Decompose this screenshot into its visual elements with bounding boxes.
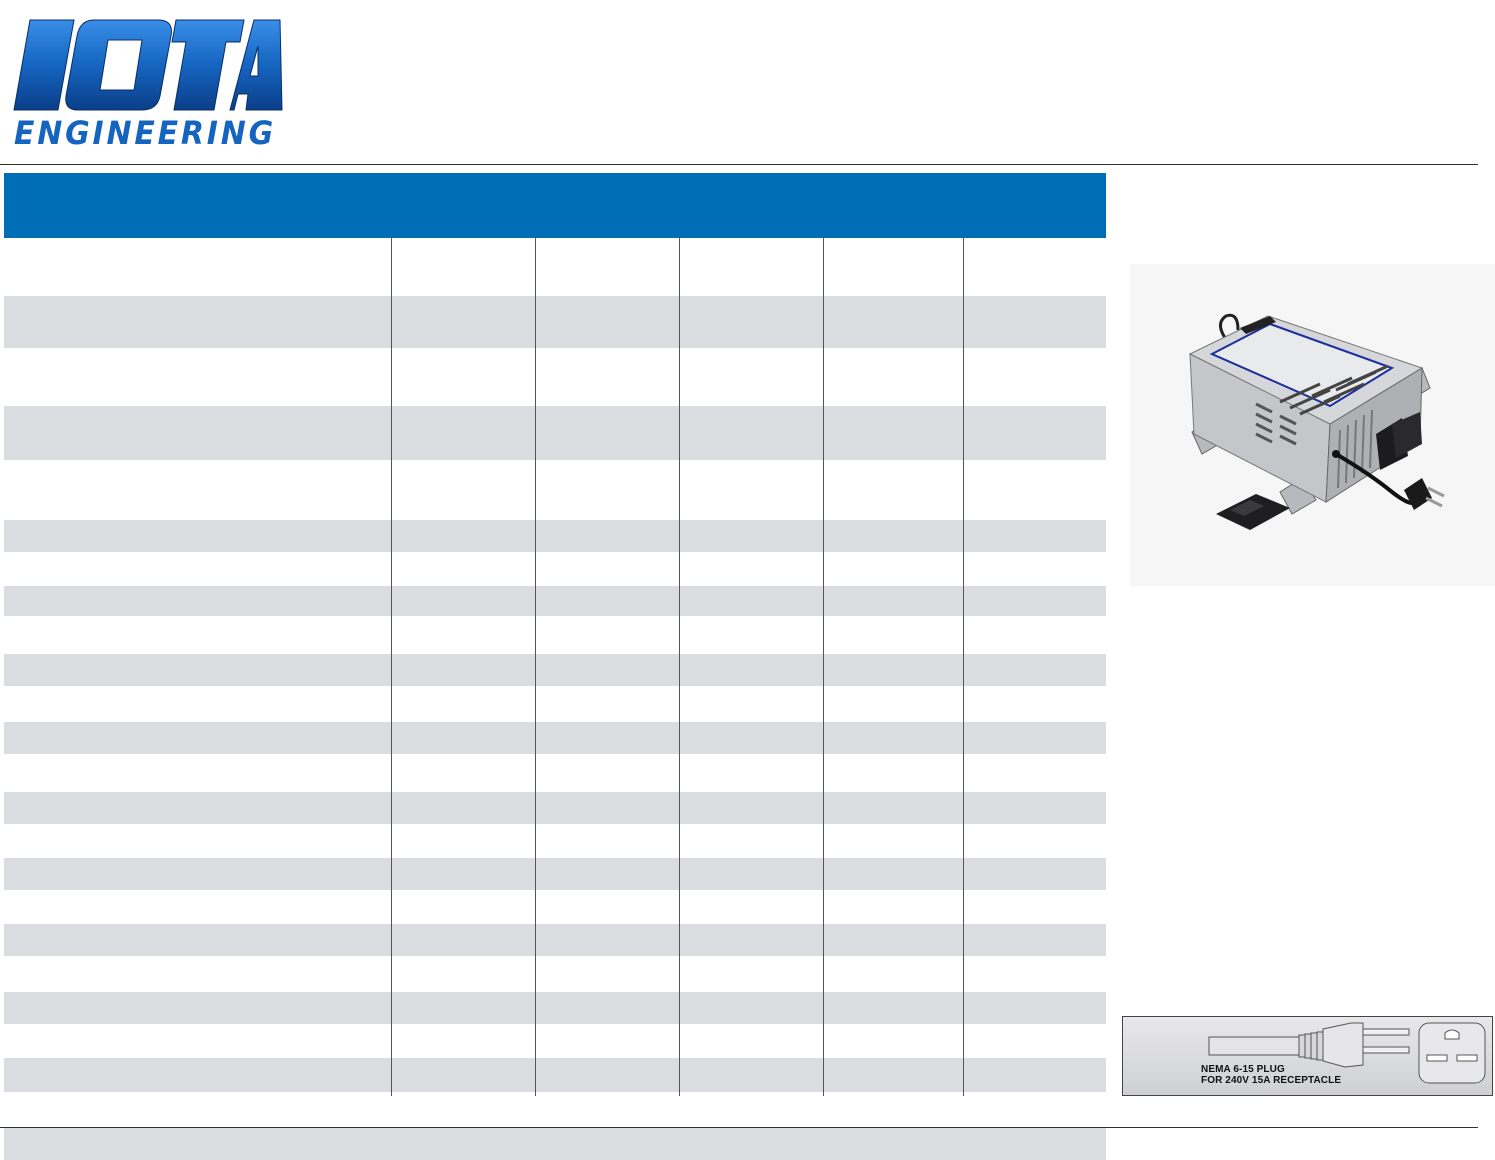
table-row	[4, 1092, 1106, 1128]
table-row	[4, 686, 1106, 722]
table-row	[4, 956, 1106, 992]
battery-charger-icon	[1130, 264, 1495, 586]
table-row	[4, 238, 1106, 296]
table-row	[4, 858, 1106, 890]
table-row	[4, 1058, 1106, 1092]
table-row	[4, 654, 1106, 686]
table-row	[4, 586, 1106, 616]
table-row	[4, 754, 1106, 792]
table-row	[4, 992, 1106, 1024]
table-row	[4, 348, 1106, 406]
column-divider	[391, 238, 392, 1096]
table-row	[4, 824, 1106, 858]
table-row	[4, 616, 1106, 654]
iota-engineering-logo	[8, 12, 284, 152]
plug-type-label: NEMA 6-15 PLUG	[1201, 1064, 1285, 1075]
column-divider	[823, 238, 824, 1096]
table-row	[4, 296, 1106, 348]
table-row	[4, 520, 1106, 552]
plug-callout-text	[1201, 1064, 1341, 1086]
spec-table-header	[4, 173, 1106, 238]
product-photo	[1130, 264, 1495, 586]
table-row	[4, 722, 1106, 754]
table-row	[4, 406, 1106, 460]
logo-graphic	[8, 12, 284, 152]
top-divider	[0, 164, 1478, 165]
bottom-divider	[0, 1127, 1478, 1128]
column-divider	[679, 238, 680, 1096]
table-row	[4, 924, 1106, 956]
column-divider	[963, 238, 964, 1096]
table-row	[4, 890, 1106, 924]
spec-table	[4, 238, 1106, 1160]
table-row	[4, 460, 1106, 520]
plug-callout	[1122, 1016, 1493, 1096]
table-row	[4, 1128, 1106, 1160]
receptacle-label: FOR 240V 15A RECEPTACLE	[1201, 1075, 1342, 1086]
logo-subtitle: ENGINEERING	[14, 114, 276, 152]
column-divider	[535, 238, 536, 1096]
table-row	[4, 552, 1106, 586]
table-row	[4, 792, 1106, 824]
table-row	[4, 1024, 1106, 1058]
